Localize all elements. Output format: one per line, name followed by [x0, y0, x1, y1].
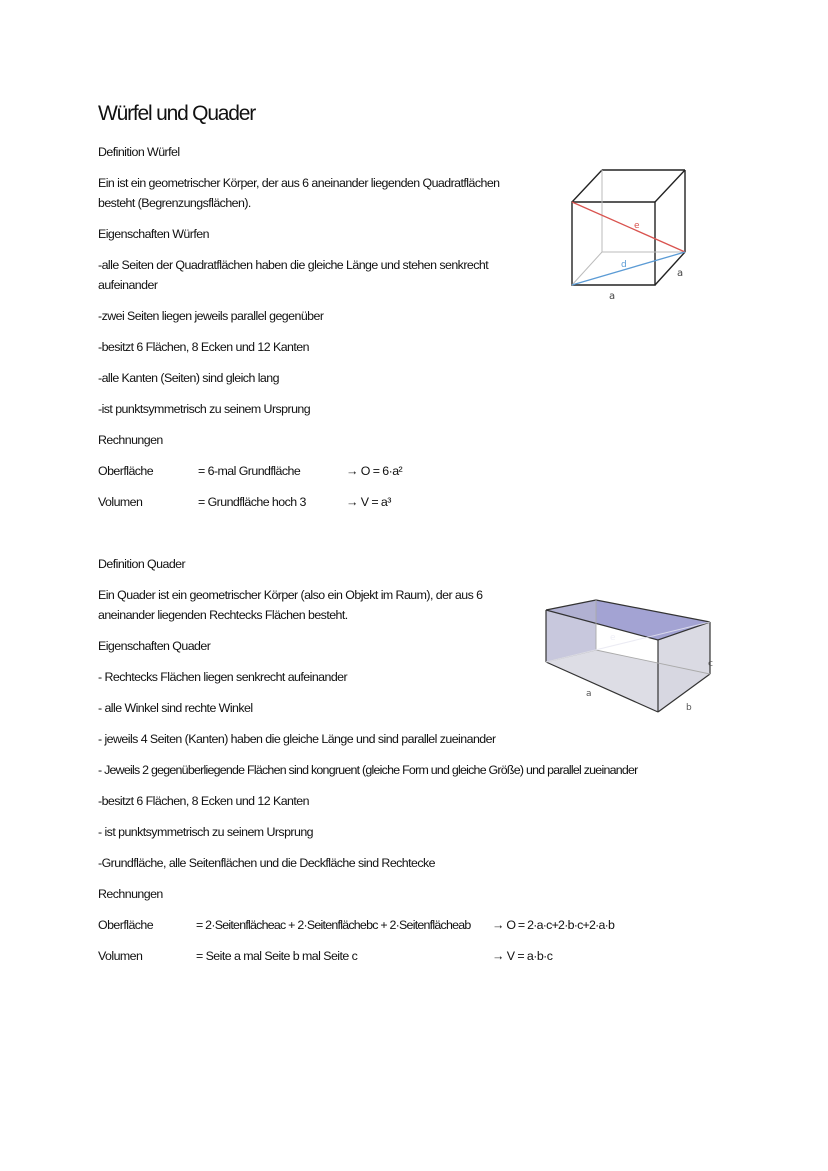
- wuerfel-calc-name: Oberfläche: [98, 464, 154, 478]
- wuerfel-calc-desc: = 6-mal Grundfläche: [198, 464, 301, 478]
- quader-calc-name: Volumen: [98, 949, 143, 963]
- wuerfel-property: -besitzt 6 Flächen, 8 Ecken und 12 Kanten: [98, 340, 309, 354]
- wuerfel-properties-heading: Eigenschaften Würfen: [98, 227, 209, 241]
- face-diagonal-d: [572, 252, 685, 285]
- wuerfel-definition-line: besteht (Begrenzungsflächen).: [98, 196, 251, 210]
- quader-calc-result: → V = a·b·c: [492, 949, 553, 963]
- quader-calc-name: Oberfläche: [98, 918, 154, 932]
- quader-label-e: e: [610, 633, 616, 643]
- quader-label-a: a: [586, 689, 592, 699]
- quader-properties-heading: Eigenschaften Quader: [98, 639, 211, 653]
- quader-calc-result: → O = 2·a·c+2·b·c+2·a·b: [492, 918, 615, 932]
- quader-calc-heading: Rechnungen: [98, 887, 163, 901]
- label-a-bottom: a: [609, 291, 616, 302]
- quader-definition-heading: Definition Quader: [98, 557, 186, 571]
- wuerfel-calc-result: → O = 6·a²: [346, 464, 403, 478]
- quader-property: - Jeweils 2 gegenüberliegende Flächen sind kongruent (gleiche Form und gleiche Größe) und parallel zueinander: [98, 763, 638, 777]
- quader-calc-desc: = 2·Seitenflächeac + 2·Seitenflächebc + 2·Seitenflächeab: [196, 918, 471, 932]
- label-a-side: a: [677, 268, 684, 279]
- wuerfel-definition-line: Ein ist ein geometrischer Körper, der aus 6 aneinander liegenden Quadratflächen: [98, 176, 500, 190]
- space-diagonal-e: [572, 202, 685, 252]
- quader-definition-line: aneinander liegenden Rechtecks Flächen besteht.: [98, 608, 348, 622]
- wuerfel-property: -alle Kanten (Seiten) sind gleich lang: [98, 371, 279, 385]
- wuerfel-property: aufeinander: [98, 278, 158, 292]
- quader-property: - alle Winkel sind rechte Winkel: [98, 701, 253, 715]
- page-title: Würfel und Quader: [98, 102, 256, 125]
- wuerfel-calc-desc: = Grundfläche hoch 3: [198, 495, 306, 509]
- wuerfel-calc-name: Volumen: [98, 495, 143, 509]
- wuerfel-property: -zwei Seiten liegen jeweils parallel gegenüber: [98, 309, 324, 323]
- wuerfel-calc-heading: Rechnungen: [98, 433, 163, 447]
- quader-property: -Grundfläche, alle Seitenflächen und die Deckfläche sind Rechtecke: [98, 856, 436, 870]
- wuerfel-definition-heading: Definition Würfel: [98, 145, 180, 159]
- wuerfel-property: -alle Seiten der Quadratflächen haben die gleiche Länge und stehen senkrecht: [98, 258, 489, 272]
- quader-property: - Rechtecks Flächen liegen senkrecht aufeinander: [98, 670, 348, 684]
- wuerfel-figure: [560, 160, 710, 310]
- quader-label-b: b: [686, 703, 692, 713]
- label-e: e: [634, 221, 640, 231]
- quader-calc-desc: = Seite a mal Seite b mal Seite c: [196, 949, 358, 963]
- wuerfel-property: -ist punktsymmetrisch zu seinem Ursprung: [98, 402, 311, 416]
- quader-property: - ist punktsymmetrisch zu seinem Ursprung: [98, 825, 314, 839]
- quader-definition-line: Ein Quader ist ein geometrischer Körper (also ein Objekt im Raum), der aus 6: [98, 588, 483, 602]
- wuerfel-calc-result: → V = a³: [346, 495, 391, 509]
- quader-property: - jeweils 4 Seiten (Kanten) haben die gleiche Länge und sind parallel zueinander: [98, 732, 496, 746]
- quader-label-c: c: [708, 659, 713, 669]
- quader-figure: [540, 592, 730, 720]
- quader-property: -besitzt 6 Flächen, 8 Ecken und 12 Kanten: [98, 794, 309, 808]
- label-d: d: [621, 260, 627, 270]
